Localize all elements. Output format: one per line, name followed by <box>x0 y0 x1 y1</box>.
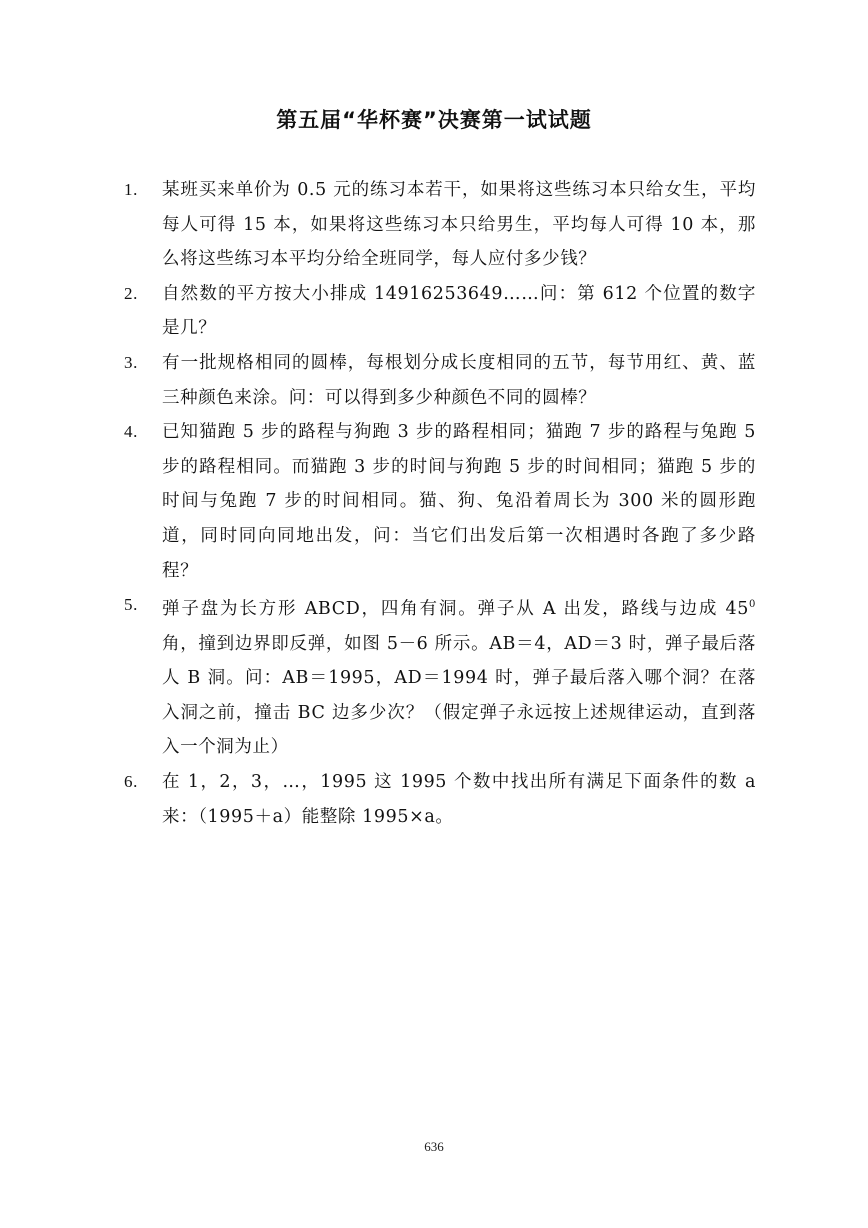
question-item-6 <box>124 765 756 834</box>
question-text-part: 弹子盘为长方形 ABCD，四角有洞。弹子从 A 出发，路线与边成 45 <box>162 598 750 619</box>
question-item-4 <box>124 415 756 588</box>
question-number: 2. <box>124 283 138 303</box>
question-text-part: 角，撞到边界即反弹，如图 5－6 所示。AB＝4，AD＝3 时，弹子最后落人 B 洞。问：AB＝1995，AD＝1994 时，弹子最后落入哪个洞？在落入洞之前，撞击 BC 边多少次？（假定弹子永远按上述规律运动，直到落入一个洞为止） <box>162 633 756 758</box>
question-item-3 <box>124 346 756 415</box>
question-text: 有一批规格相同的圆棒，每根划分成长度相同的五节，每节用红、黄、蓝三种颜色来涂。问：可以得到多少种颜色不同的圆棒？ <box>162 352 756 408</box>
document-title: 第五届“华杯赛”决赛第一试试题 <box>276 108 592 132</box>
question-number: 3. <box>124 352 138 372</box>
question-number: 6. <box>124 771 138 791</box>
question-item-5 <box>124 588 756 765</box>
question-text: 已知猫跑 5 步的路程与狗跑 3 步的路程相同；猫跑 7 步的路程与兔跑 5 步的路程相同。而猫跑 3 步的时间与狗跑 5 步的时间相同；猫跑 5 步的时间与兔跑 7 步的时间相同。猫、狗、兔沿着周长为 300 米的圆形跑道，同时同向同地出发，问：当它们出发后第一次相遇时各跑了多少路程？ <box>162 422 756 581</box>
question-item-2 <box>124 277 756 346</box>
question-list <box>124 173 756 834</box>
page-number: 636 <box>424 1139 444 1154</box>
question-text <box>162 588 756 765</box>
question-text: 某班买来单价为 0.5 元的练习本若干，如果将这些练习本只给女生，平均每人可得 15 本，如果将这些练习本只给男生，平均每人可得 10 本，那么将这些练习本平均分给全班同学，每人应付多少钱？ <box>162 180 756 270</box>
question-number: 4. <box>124 422 138 442</box>
question-number: 5. <box>124 595 138 615</box>
question-text: 在 1，2，3，…，1995 这 1995 个数中找出所有满足下面条件的数 a 来：（1995＋a）能整除 1995×a。 <box>162 771 756 827</box>
question-number: 1. <box>124 180 138 199</box>
question-text: 自然数的平方按大小排成 14916253649……问：第 612 个位置的数字是几？ <box>162 283 756 339</box>
question-item-1 <box>124 173 756 277</box>
degree-superscript: 0 <box>749 599 756 611</box>
